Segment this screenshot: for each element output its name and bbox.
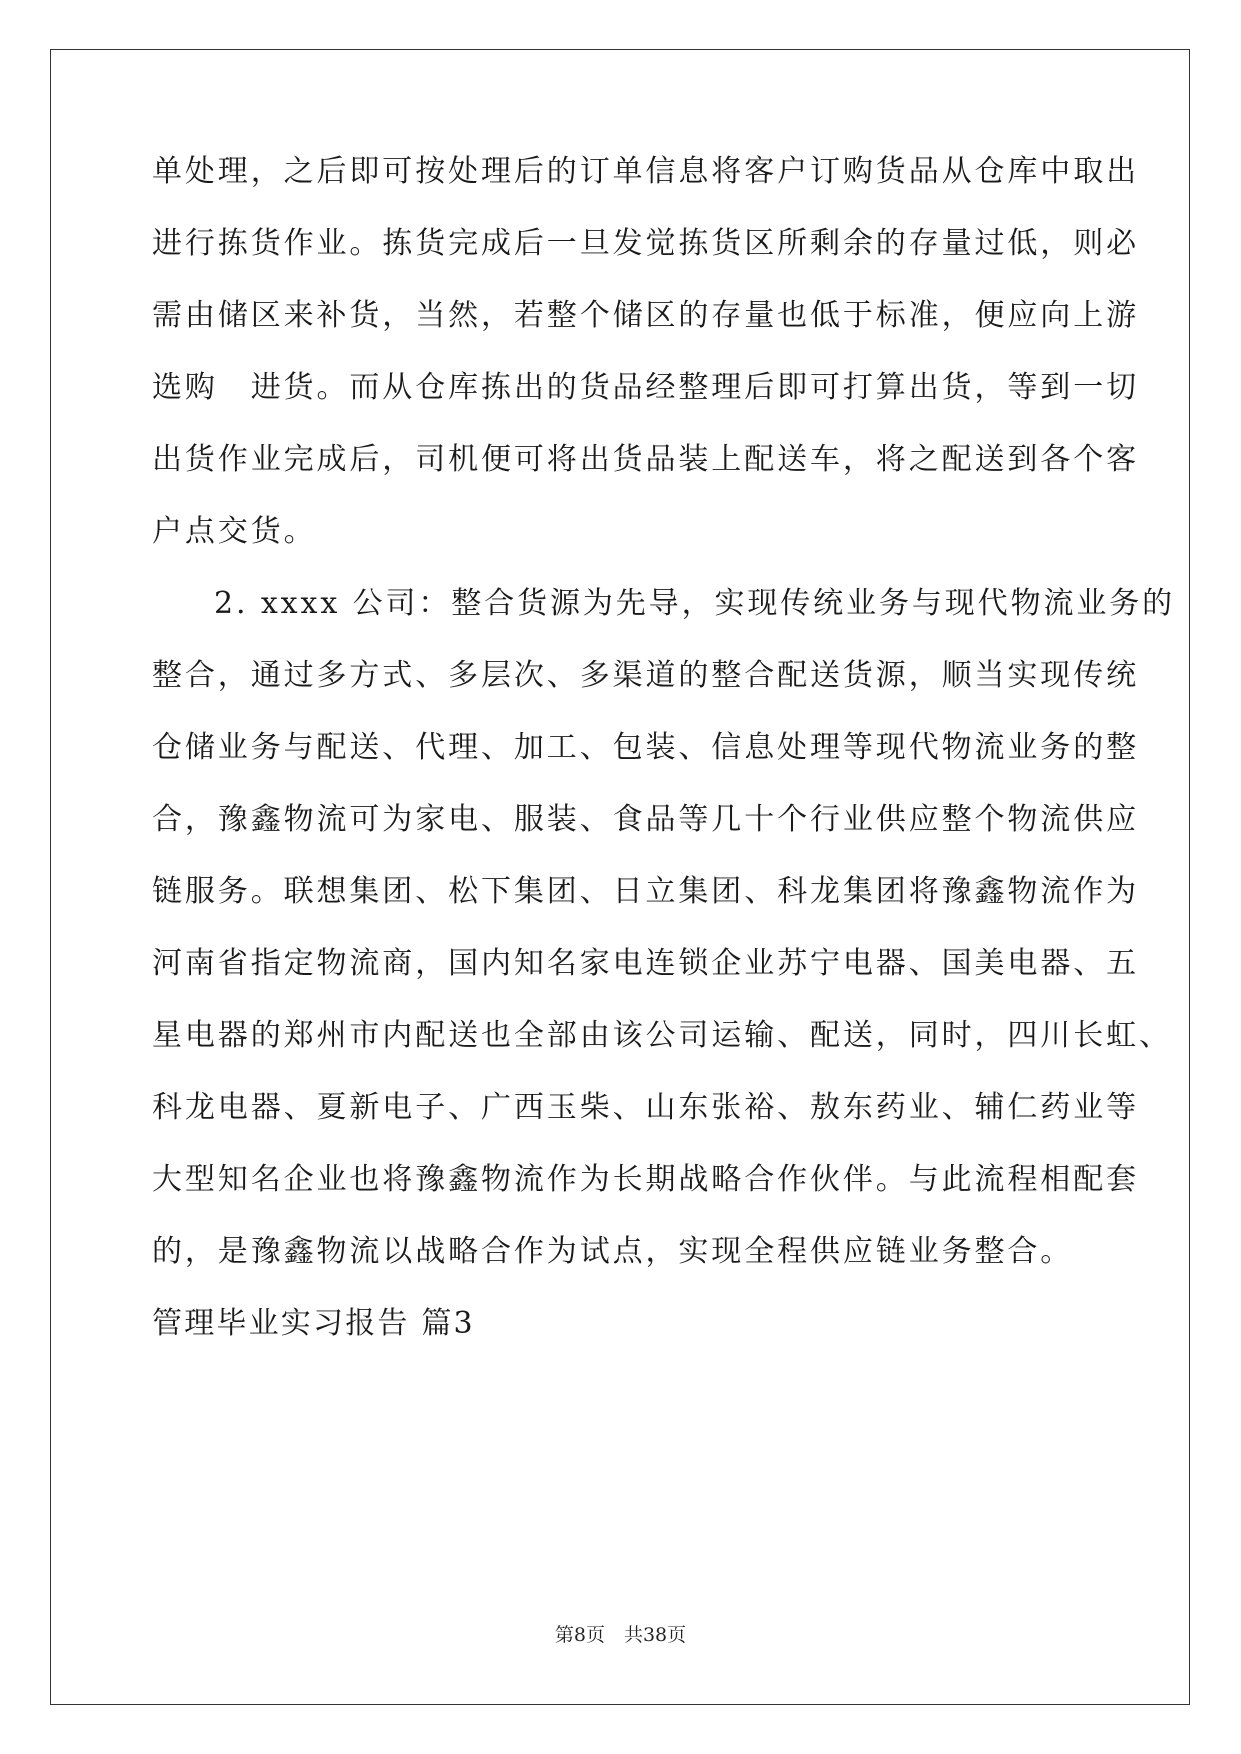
- body-line: 2. xxxx 公司：整合货源为先导，实现传统业务与现代物流业务的: [214, 586, 1176, 621]
- body-line: 仓储业务与配送、代理、加工、包装、信息处理等现代物流业务的整: [152, 730, 1139, 765]
- body-line: 选购 进货。而从仓库拣出的货品经整理后即可打算出货，等到一切: [152, 370, 1139, 405]
- body-line: 星电器的郑州市内配送也全部由该公司运输、配送，同时，四川长虹、: [152, 1018, 1172, 1053]
- body-line: 大型知名企业也将豫鑫物流作为长期战略合作伙伴。与此流程相配套: [152, 1162, 1139, 1197]
- body-line: 户点交货。: [152, 514, 317, 549]
- body-line: 链服务。联想集团、松下集团、日立集团、科龙集团将豫鑫物流作为: [152, 874, 1139, 909]
- body-line: 河南省指定物流商，国内知名家电连锁企业苏宁电器、国美电器、五: [152, 946, 1139, 981]
- body-line: 的，是豫鑫物流以战略合作为试点，实现全程供应链业务整合。: [152, 1234, 1074, 1269]
- body-line: 单处理，之后即可按处理后的订单信息将客户订购货品从仓库中取出: [152, 154, 1139, 189]
- body-line: 需由储区来补货，当然，若整个储区的存量也低于标准，便应向上游: [152, 298, 1139, 333]
- body-line: 科龙电器、夏新电子、广西玉柴、山东张裕、敖东药业、辅仁药业等: [152, 1090, 1139, 1125]
- body-line: 出货作业完成后，司机便可将出货品装上配送车，将之配送到各个客: [152, 442, 1139, 477]
- body-line: 进行拣货作业。拣货完成后一旦发觉拣货区所剩余的存量过低，则必: [152, 226, 1139, 261]
- body-line: 整合，通过多方式、多层次、多渠道的整合配送货源，顺当实现传统: [152, 658, 1139, 693]
- page-number-footer: 第8页 共38页: [554, 1624, 687, 1646]
- body-line: 合，豫鑫物流可为家电、服装、食品等几十个行业供应整个物流供应: [152, 802, 1139, 837]
- section-heading: 管理毕业实习报告 篇3: [152, 1306, 475, 1341]
